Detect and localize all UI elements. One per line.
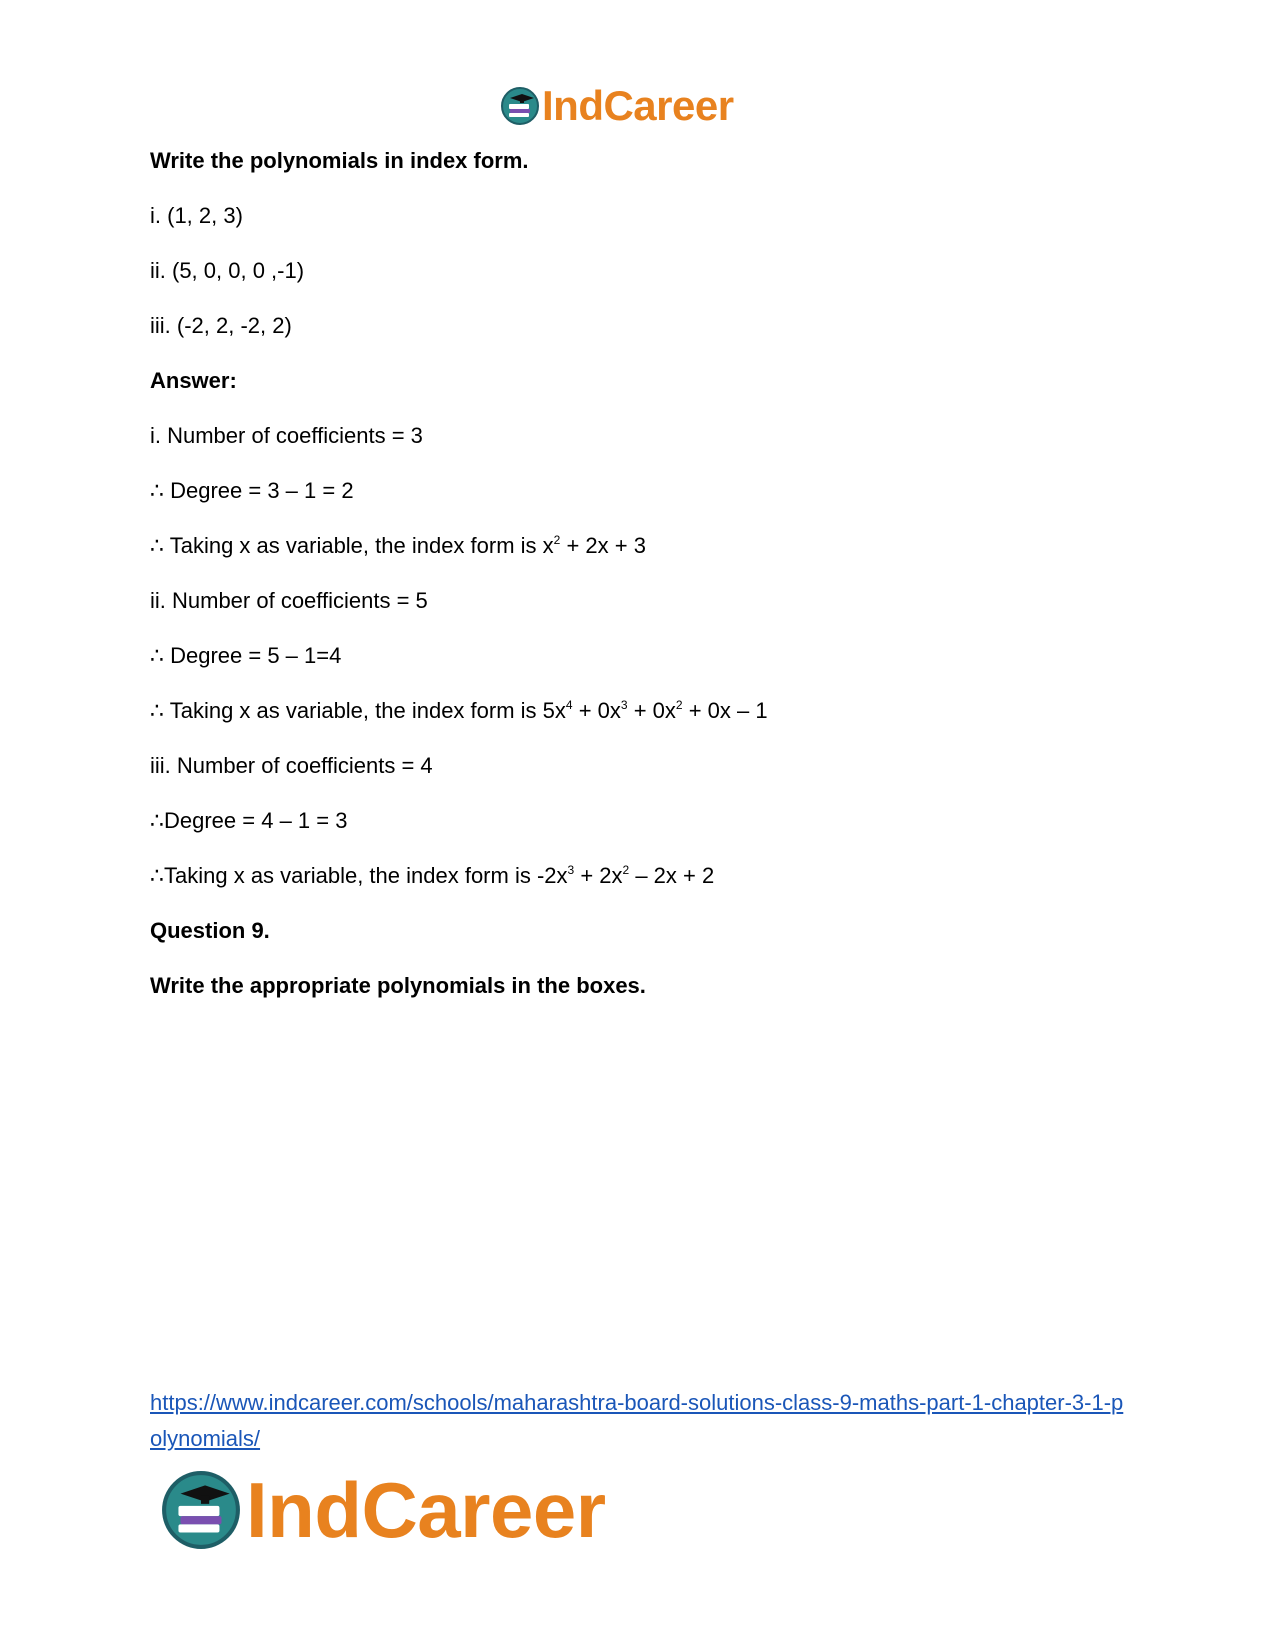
header-logo xyxy=(500,78,780,134)
source-link[interactable]: https://www.indcareer.com/schools/maharashtra-board-solutions-class-9-maths-part-1-chapter-3-1-polynomials/ xyxy=(150,1390,1124,1451)
footer-logo-text: IndCareer xyxy=(246,1466,606,1554)
question-text: Write the appropriate polynomials in the boxes. xyxy=(150,973,646,998)
text: + 2x xyxy=(574,863,623,888)
part-i-count: i. Number of coefficients = 3 xyxy=(150,423,423,448)
exponent: 3 xyxy=(567,863,575,877)
exponent: 2 xyxy=(675,698,683,712)
part-ii-degree: ∴ Degree = 5 – 1=4 xyxy=(150,643,342,668)
list-item: iii. (-2, 2, -2, 2) xyxy=(150,313,292,338)
text: + 0x xyxy=(627,698,676,723)
instruction-heading: Write the polynomials in index form. xyxy=(150,148,529,173)
logo-globe-icon xyxy=(160,1469,242,1551)
text: + 2x + 3 xyxy=(560,533,646,558)
header-logo-text: IndCareer xyxy=(542,82,734,129)
exponent: 2 xyxy=(553,533,561,547)
text: ∴ Taking x as variable, the index form is 5x xyxy=(150,698,566,723)
document-body xyxy=(150,148,1130,1028)
question-label: Question 9. xyxy=(150,918,270,943)
logo-globe-icon xyxy=(500,86,540,126)
list-item: i. (1, 2, 3) xyxy=(150,203,243,228)
text: + 0x – 1 xyxy=(682,698,768,723)
answer-label: Answer: xyxy=(150,368,237,393)
text: ∴ Taking x as variable, the index form is x xyxy=(150,533,554,558)
text: – 2x + 2 xyxy=(629,863,715,888)
exponent: 3 xyxy=(620,698,628,712)
part-iii-degree: ∴Degree = 4 – 1 = 3 xyxy=(150,808,348,833)
footer-logo xyxy=(160,1462,700,1558)
text: + 0x xyxy=(572,698,621,723)
text: ∴Taking x as variable, the index form is -2x xyxy=(150,863,568,888)
exponent: 2 xyxy=(622,863,630,877)
part-i-index-form xyxy=(150,533,1130,559)
part-ii-count: ii. Number of coefficients = 5 xyxy=(150,588,428,613)
part-i-degree: ∴ Degree = 3 – 1 = 2 xyxy=(150,478,354,503)
part-iii-count: iii. Number of coefficients = 4 xyxy=(150,753,433,778)
list-item: ii. (5, 0, 0, 0 ,-1) xyxy=(150,258,305,283)
part-iii-index-form xyxy=(150,863,1130,889)
part-ii-index-form xyxy=(150,698,1130,724)
exponent: 4 xyxy=(565,698,573,712)
